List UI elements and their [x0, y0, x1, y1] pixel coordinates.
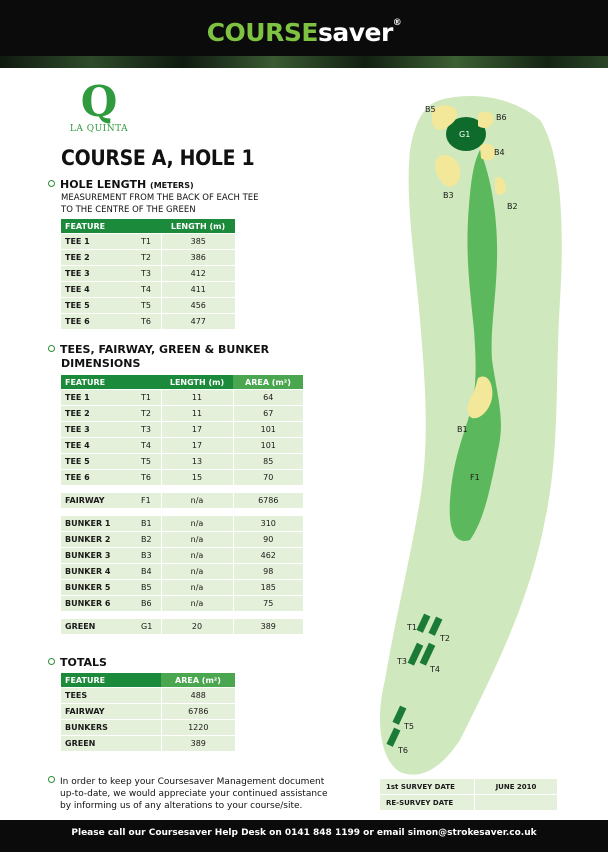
desc-line-2: TO THE CENTRE OF THE GREEN: [61, 205, 196, 215]
brand-part1: COURSE: [206, 18, 318, 47]
cell-feature: TEE 3: [61, 266, 137, 282]
col-feature: FEATURE: [61, 375, 161, 390]
cell-area: 67: [233, 406, 303, 422]
cell-length: 456: [161, 298, 235, 314]
cell-area: 310: [233, 516, 303, 532]
cell-feature: GREEN: [61, 736, 161, 752]
hole-length-title: HOLE LENGTH: [60, 178, 147, 191]
cell-length: 412: [161, 266, 235, 282]
page-title: COURSE A, HOLE 1: [61, 146, 255, 170]
cell-feature: TEE 4: [61, 438, 137, 454]
cell-code: T1: [137, 390, 161, 406]
cell-feature: TEE 6: [61, 314, 137, 330]
cell-feature: BUNKER 5: [61, 580, 137, 596]
col-length: LENGTH (m): [161, 375, 233, 390]
label-f1: F1: [470, 473, 480, 482]
cell-code: T3: [137, 422, 161, 438]
cell-length: n/a: [161, 580, 233, 596]
cell-length: 11: [161, 390, 233, 406]
dimensions-title-line2: DIMENSIONS: [61, 357, 141, 370]
cell-length: 477: [161, 314, 235, 330]
label-t3: T3: [397, 657, 407, 666]
cell-length: n/a: [161, 516, 233, 532]
cell-area: 64: [233, 390, 303, 406]
col-area: AREA (m²): [161, 673, 235, 688]
cell-length: 17: [161, 438, 233, 454]
cell-area: 6786: [233, 493, 303, 509]
totals-title: TOTALS: [60, 656, 107, 669]
cell-code: T3: [137, 266, 161, 282]
dimensions-title-line1: TEES, FAIRWAY, GREEN & BUNKER: [60, 343, 270, 356]
resurvey-label: RE-SURVEY DATE: [380, 795, 475, 811]
first-survey-value: JUNE 2010: [475, 779, 558, 795]
cell-feature: TEE 4: [61, 282, 137, 298]
cell-area: 488: [161, 688, 235, 704]
cell-area: 185: [233, 580, 303, 596]
cell-feature: TEE 6: [61, 470, 137, 486]
label-t4: T4: [430, 665, 440, 674]
footer-bar: Please call our Coursesaver Help Desk on 0141 848 1199 or email simon@strokesaver.co.uk: [0, 820, 608, 852]
label-t2: T2: [440, 634, 450, 643]
cell-feature: BUNKERS: [61, 720, 161, 736]
cell-area: 98: [233, 564, 303, 580]
note-line-3: by informing us of any alterations to your course/site.: [60, 801, 303, 811]
cell-length: 11: [161, 406, 233, 422]
label-t1: T1: [407, 623, 417, 632]
cell-length: n/a: [161, 596, 233, 612]
cell-code: T4: [137, 438, 161, 454]
label-t6: T6: [398, 746, 408, 755]
cell-feature: BUNKER 3: [61, 548, 137, 564]
cell-area: 90: [233, 532, 303, 548]
cell-feature: TEES: [61, 688, 161, 704]
label-b3: B3: [443, 191, 454, 200]
cell-code: T5: [137, 454, 161, 470]
cell-area: 389: [233, 619, 303, 635]
cell-length: 411: [161, 282, 235, 298]
label-b2: B2: [507, 202, 518, 211]
cell-length: n/a: [161, 493, 233, 509]
cell-area: 462: [233, 548, 303, 564]
cell-code: B3: [137, 548, 161, 564]
label-b4: B4: [494, 148, 505, 157]
cell-code: T4: [137, 282, 161, 298]
cell-code: T2: [137, 406, 161, 422]
cell-code: T5: [137, 298, 161, 314]
cell-feature: TEE 1: [61, 234, 137, 250]
cell-length: 20: [161, 619, 233, 635]
cell-length: n/a: [161, 548, 233, 564]
desc-line-1: MEASUREMENT FROM THE BACK OF EACH TEE: [61, 193, 259, 203]
label-b1: B1: [457, 425, 468, 434]
logo-name: LA QUINTA: [69, 124, 129, 134]
cell-feature: BUNKER 4: [61, 564, 137, 580]
cell-code: T2: [137, 250, 161, 266]
cell-area: 70: [233, 470, 303, 486]
cell-feature: BUNKER 1: [61, 516, 137, 532]
cell-code: F1: [137, 493, 161, 509]
brand-part2: saver: [317, 18, 393, 47]
cell-length: 13: [161, 454, 233, 470]
cell-length: 17: [161, 422, 233, 438]
first-survey-label: 1st SURVEY DATE: [380, 779, 475, 795]
cell-feature: TEE 1: [61, 390, 137, 406]
cell-length: n/a: [161, 564, 233, 580]
hole-length-unit: (METERS): [150, 181, 194, 190]
cell-feature: TEE 5: [61, 298, 137, 314]
cell-code: B6: [137, 596, 161, 612]
cell-feature: TEE 2: [61, 406, 137, 422]
cell-length: 386: [161, 250, 235, 266]
cell-code: T6: [137, 470, 161, 486]
col-area: AREA (m²): [233, 375, 303, 390]
cell-feature: FAIRWAY: [61, 493, 137, 509]
label-b6: B6: [496, 113, 507, 122]
cell-area: 101: [233, 438, 303, 454]
cell-feature: GREEN: [61, 619, 137, 635]
note-line-2: up-to-date, we would appreciate your continued assistance: [60, 789, 328, 799]
label-t5: T5: [404, 722, 414, 731]
cell-code: B4: [137, 564, 161, 580]
logo-letter: Q: [80, 77, 118, 126]
cell-area: 6786: [161, 704, 235, 720]
cell-area: 101: [233, 422, 303, 438]
cell-code: B2: [137, 532, 161, 548]
cell-feature: TEE 5: [61, 454, 137, 470]
label-g1: G1: [459, 130, 471, 139]
cell-feature: TEE 2: [61, 250, 137, 266]
cell-area: 75: [233, 596, 303, 612]
cell-code: B5: [137, 580, 161, 596]
cell-feature: TEE 3: [61, 422, 137, 438]
cell-code: T6: [137, 314, 161, 330]
cell-area: 1220: [161, 720, 235, 736]
cell-length: n/a: [161, 532, 233, 548]
cell-length: 385: [161, 234, 235, 250]
cell-area: 389: [161, 736, 235, 752]
cell-code: B1: [137, 516, 161, 532]
cell-area: 85: [233, 454, 303, 470]
cell-feature: FAIRWAY: [61, 704, 161, 720]
col-length: LENGTH (m): [161, 219, 235, 234]
cell-code: G1: [137, 619, 161, 635]
cell-code: T1: [137, 234, 161, 250]
label-b5: B5: [425, 105, 436, 114]
col-feature: FEATURE: [61, 219, 161, 234]
cell-feature: BUNKER 6: [61, 596, 137, 612]
col-feature: FEATURE: [61, 673, 161, 688]
brand-reg: ®: [392, 18, 402, 28]
note-line-1: In order to keep your Coursesaver Management document: [60, 777, 325, 787]
cell-length: 15: [161, 470, 233, 486]
cell-feature: BUNKER 2: [61, 532, 137, 548]
